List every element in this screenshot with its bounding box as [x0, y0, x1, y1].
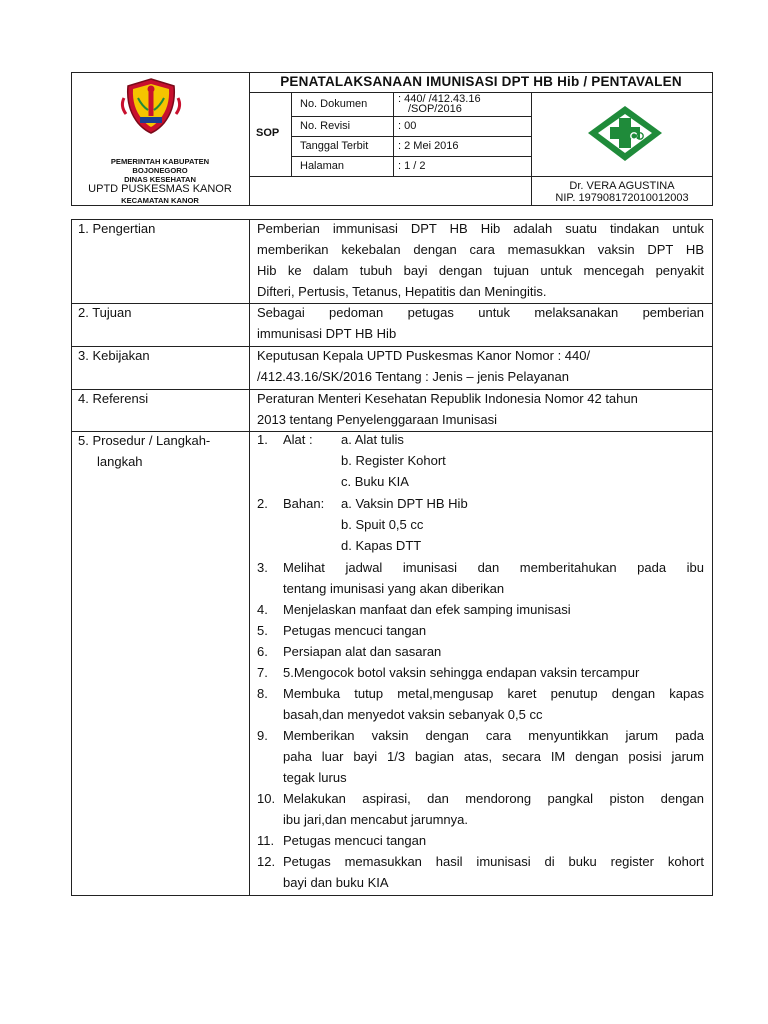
step-text: tentang imunisasi yang akan diberikan: [283, 581, 505, 596]
step-text: 5.Mengocok botol vaksin sehingga endapan vaksin tercampur: [283, 665, 640, 680]
step-number: 12.: [257, 854, 276, 869]
kebijakan-line: Keputusan Kepala UPTD Puskesmas Kanor Nomor : 440/: [257, 348, 591, 363]
alat-label: Alat :: [283, 432, 313, 447]
step-number: 8.: [257, 686, 268, 701]
step-7: [257, 662, 704, 683]
doc-number-value: : 440/ /412.43.16: [398, 93, 481, 105]
referensi-line: Peraturan Menteri Kesehatan Republik Indonesia Nomor 42 tahun: [257, 391, 638, 406]
step-number: 10.: [257, 791, 276, 806]
bahan-label: Bahan:: [283, 496, 325, 511]
bahan-item: d. Kapas DTT: [341, 538, 422, 553]
puskesmas-logo-icon: [585, 103, 665, 165]
org-name: UPTD PUSKESMAS KANOR: [88, 183, 232, 195]
pengertian-line: memberikan kekebalan dengan cara memasukkan vaksin DPT HB: [257, 242, 704, 257]
step-text: ibu jari,dan mencabut jarumnya.: [283, 812, 468, 827]
section-label-referensi: 4. Referensi: [78, 391, 149, 406]
regency-logo-icon: [118, 76, 184, 136]
alat-item: c. Buku KIA: [341, 474, 409, 489]
bahan-item: a. Vaksin DPT HB Hib: [341, 496, 468, 511]
step-5: [257, 620, 704, 641]
section-label-kebijakan: 3. Kebijakan: [78, 348, 150, 363]
step-11: [257, 830, 704, 851]
section-label-prosedur: 5. Prosedur / Langkah-: [78, 433, 211, 448]
alat-item: b. Register Kohort: [341, 453, 446, 468]
section-label-prosedur-line2: langkah: [97, 454, 143, 469]
step-9: [257, 725, 704, 788]
org-sub: KECAMATAN KANOR: [121, 196, 199, 205]
pengertian-line: Pemberian immunisasi DPT HB Hib adalah suatu tindakan untuk: [257, 221, 704, 236]
doc-row-label: Halaman: [300, 160, 345, 172]
kebijakan-line: /412.43.16/SK/2016 Tentang : Jenis – jenis Pelayanan: [257, 369, 569, 384]
alat-item: a. Alat tulis: [341, 432, 404, 447]
signer-nip: NIP. 197908172010012003: [555, 192, 689, 204]
step-number: 6.: [257, 644, 268, 659]
step-number: 3.: [257, 560, 268, 575]
step-text: Petugas mencuci tangan: [283, 833, 427, 848]
step-text: basah,dan menyedot vaksin sebanyak 0,5 cc: [283, 707, 543, 722]
document-title: PENATALAKSANAAN IMUNISASI DPT HB Hib / PENTAVALEN: [280, 74, 682, 89]
bahan-item: b. Spuit 0,5 cc: [341, 517, 424, 532]
step-text: tegak lurus: [283, 770, 347, 785]
tujuan-line: immunisasi DPT HB Hib: [257, 326, 397, 341]
doc-row-label: No. Dokumen: [300, 98, 368, 110]
doc-row-label: No. Revisi: [300, 120, 351, 132]
referensi-line: 2013 tentang Penyelenggaraan Imunisasi: [257, 412, 497, 427]
step-text: paha luar bayi 1/3 bagian atas, secara IM dengan posisi jarum: [283, 749, 704, 764]
step-number: 5.: [257, 623, 268, 638]
pengertian-line: Hib ke dalam tubuh bayi dengan tujuan untuk mencegah penyakit: [257, 263, 704, 278]
step-12: [257, 851, 704, 893]
step-3: [257, 557, 704, 599]
step-text: Memberikan vaksin dengan cara menyuntikkan jarum pada: [283, 728, 704, 743]
org-line2: BOJONEGORO: [132, 166, 188, 175]
alat-number: 1.: [257, 432, 268, 447]
step-text: Petugas memasukkan hasil imunisasi di buku register kohort: [283, 854, 704, 869]
doc-number-value-line2: /SOP/2016: [408, 103, 462, 115]
step-text: Melakukan aspirasi, dan mendorong pangkal piston dengan: [283, 791, 704, 806]
step-10: [257, 788, 704, 830]
step-4: [257, 599, 704, 620]
doc-row-label: Tanggal Terbit: [300, 140, 369, 152]
sop-label: SOP: [256, 127, 280, 139]
revision-value: : 00: [398, 120, 417, 132]
issue-date-value: : 2 Mei 2016: [398, 140, 459, 152]
step-number: 7.: [257, 665, 268, 680]
org-line3: DINAS KESEHATAN: [124, 175, 196, 184]
signer-name: Dr. VERA AGUSTINA: [569, 180, 675, 192]
section-label-pengertian: 1. Pengertian: [78, 221, 156, 236]
step-text: Melihat jadwal imunisasi dan memberitahukan pada ibu: [283, 560, 704, 575]
step-8: [257, 683, 704, 725]
step-text: Petugas mencuci tangan: [283, 623, 427, 638]
step-number: 11.: [257, 833, 275, 848]
step-number: 9.: [257, 728, 268, 743]
pengertian-line: Difteri, Pertusis, Tetanus, Hepatitis dan Meningitis.: [257, 284, 547, 299]
step-6: [257, 641, 704, 662]
section-label-tujuan: 2. Tujuan: [78, 305, 132, 320]
bahan-number: 2.: [257, 496, 268, 511]
step-text: Persiapan alat dan sasaran: [283, 644, 442, 659]
tujuan-line: Sebagai pedoman petugas untuk melaksanakan pemberian: [257, 305, 704, 320]
step-number: 4.: [257, 602, 268, 617]
step-text: bayi dan buku KIA: [283, 875, 389, 890]
org-line1: PEMERINTAH KABUPATEN: [110, 157, 210, 166]
step-text: Menjelaskan manfaat dan efek samping imunisasi: [283, 602, 571, 617]
step-text: Membuka tutup metal,mengusap karet penutup dengan kapas: [283, 686, 704, 701]
page-value: : 1 / 2: [398, 160, 426, 172]
